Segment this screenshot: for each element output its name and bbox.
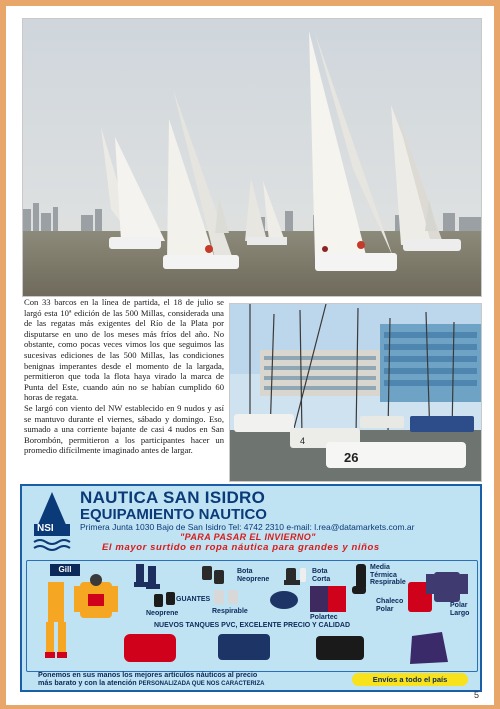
regatta-photo xyxy=(22,18,482,297)
polar-long-icon xyxy=(426,572,468,602)
gloves-icon xyxy=(202,566,224,584)
slogan-assortment: El mayor surtido en ropa náutica para grandes y niños xyxy=(102,542,380,553)
cap-icon xyxy=(270,591,298,609)
marina-photo xyxy=(229,303,482,482)
ad-footer-text: Ponemos en sus manos los mejores artículos náuticos al precio más barato y con la atención PERSONALIZADA QUE NOS CARACTERIZA xyxy=(38,670,265,687)
envios-badge: Envíos a todo el país xyxy=(352,673,468,686)
label-neoprene: Neoprene xyxy=(146,610,179,617)
brand-name: NAUTICA SAN ISIDRO xyxy=(80,488,266,507)
gill-logo: Gill xyxy=(50,564,80,576)
purple-tank-icon xyxy=(410,632,448,664)
product-illustrations xyxy=(22,486,480,690)
blue-tank-icon xyxy=(218,634,270,660)
label-media-termica: Media Térmica Respirable xyxy=(370,564,406,586)
article-text xyxy=(24,297,224,456)
label-polar-largo: Polar Largo xyxy=(450,602,470,617)
page-number: 5 xyxy=(474,690,480,700)
neoprene-gloves-icon xyxy=(154,592,175,607)
store-address: Primera Junta 1030 Bajo de San Isidro Tel: 4742 2310 e-mail: l.rea@datamarkets.com.ar xyxy=(80,522,415,532)
black-tank-icon xyxy=(316,636,364,660)
sailboats-image xyxy=(23,19,481,296)
short-boot-icon xyxy=(284,568,306,585)
sock-icon xyxy=(352,564,366,594)
label-bota-neoprene: Bota Neoprene xyxy=(237,568,270,583)
article-paragraph: Con 33 barcos en la línea de partida, el 18 de julio se largó esta 10ª edición de las 500 Millas, considerada una de las regatas más exigentes del Río de la Plata por disputarse en uno de los meses más fríos del año. No obstante, como pocas veces vimos los que seguimos las sucesivas ediciones de las 500 Millas, las condiciones benignas imperantes desde el momento de la largada, permitieron que toda la flota haya virado la marca de Punta del Este, cuando aún no se habían cumplido 60 horas de regata. xyxy=(24,297,224,403)
brand-subtitle: EQUIPAMIENTO NAUTICO xyxy=(80,506,267,523)
article-paragraph: Se largó con viento del NW establecido en 9 nudos y así se mantuvo durante el viernes, sábado y domingo. Eso, sumado a una corriente bajante de casi 4 nudos en San Borombón, permitieron a los participantes hacer un promedio difícilmente imaginado antes de largar. xyxy=(24,402,224,456)
neoprene-boot-icon xyxy=(134,564,160,589)
overalls-icon xyxy=(45,582,67,658)
label-respirable: Respirable xyxy=(212,608,248,615)
pvc-tanks-banner: NUEVOS TANQUES PVC, EXCELENTE PRECIO Y CALIDAD xyxy=(154,622,351,629)
label-guantes: GUANTES xyxy=(176,596,211,603)
label-chaleco-polar: Chaleco Polar xyxy=(376,598,404,613)
marina-image xyxy=(230,304,481,481)
label-polartec: Polartec xyxy=(310,614,338,621)
jacket-icon xyxy=(74,574,118,618)
svg-text:4: 4 xyxy=(300,436,306,446)
slogan-winter: "PARA PASAR EL INVIERNO" xyxy=(180,532,316,542)
polartec-vest-icon xyxy=(310,586,346,612)
respirable-gloves-icon xyxy=(214,590,238,604)
red-tank-icon xyxy=(124,634,176,662)
logo-text: NSI xyxy=(37,523,54,534)
nautica-san-isidro-ad xyxy=(20,484,482,692)
svg-text:26: 26 xyxy=(344,450,359,465)
label-bota-corta: Bota Corta xyxy=(312,568,331,583)
